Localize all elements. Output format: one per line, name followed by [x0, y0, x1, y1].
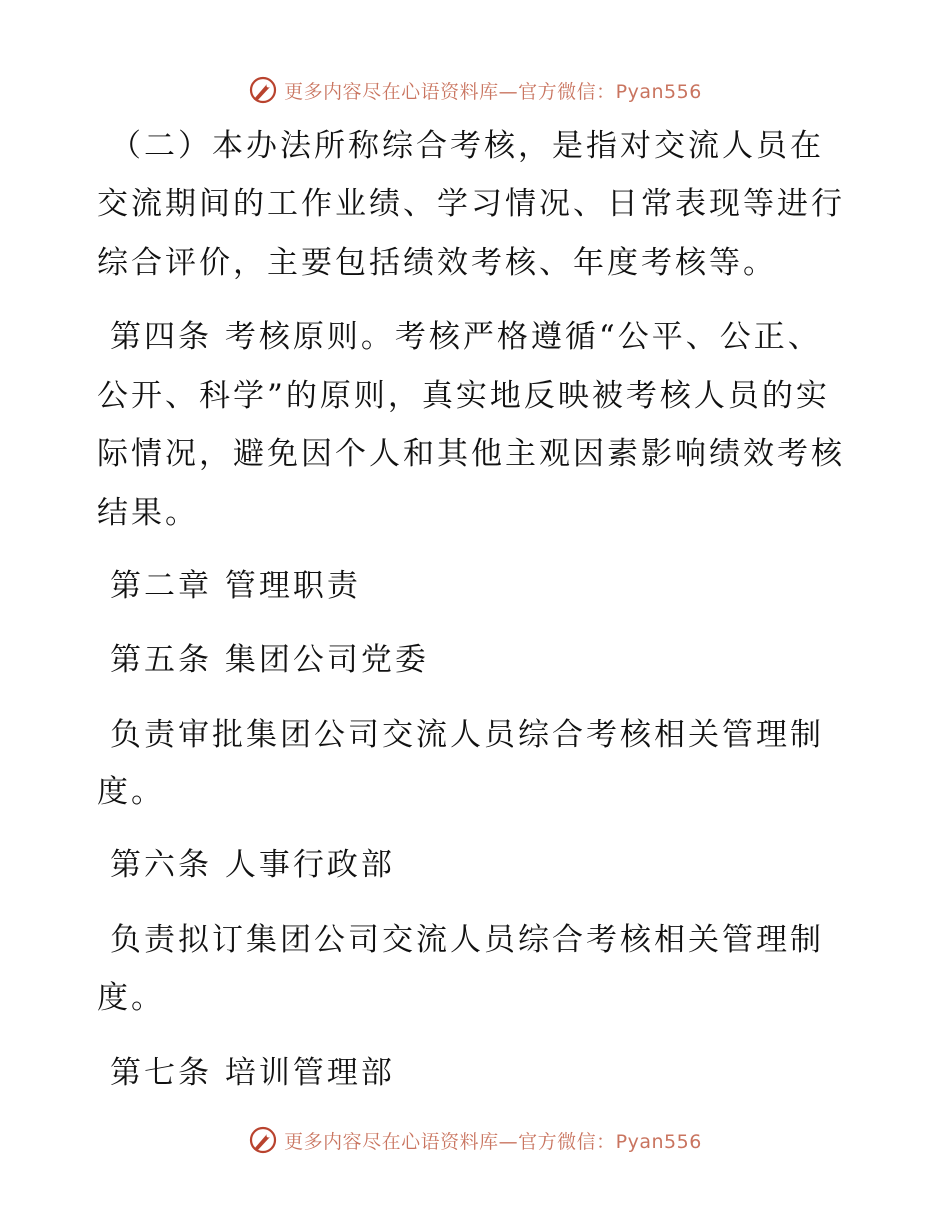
- text-line: 结果。: [97, 495, 199, 531]
- footer-watermark: [0, 1120, 950, 1160]
- text-line: （二）本办法所称综合考核，是指对交流人员在: [110, 128, 824, 164]
- text-line: 负责拟订集团公司交流人员综合考核相关管理制: [110, 922, 824, 958]
- text-line: 公开、科学”的原则，真实地反映被考核人员的实: [97, 378, 830, 414]
- article-heading: 第四条 考核原则。考核严格遵循“公平、公正、: [110, 319, 822, 355]
- watermark-text: 更多内容尽在心语资料库—官方微信：Pyan556: [284, 80, 702, 103]
- pen-logo-icon: [248, 1125, 278, 1155]
- article-heading: 第七条 培训管理部: [110, 1055, 395, 1091]
- watermark-text: 更多内容尽在心语资料库—官方微信：Pyan556: [284, 1130, 702, 1153]
- text-line: 交流期间的工作业绩、学习情况、日常表现等进行: [97, 186, 845, 222]
- text-line: 度。: [97, 774, 165, 810]
- text-line: 际情况，避免因个人和其他主观因素影响绩效考核: [97, 436, 845, 472]
- article-heading: 第六条 人事行政部: [110, 847, 395, 883]
- text-line: 负责审批集团公司交流人员综合考核相关管理制: [110, 717, 824, 753]
- article-heading: 第五条 集团公司党委: [110, 642, 429, 678]
- text-line: 综合评价，主要包括绩效考核、年度考核等。: [97, 245, 777, 281]
- chapter-heading: 第二章 管理职责: [110, 568, 361, 604]
- text-line: 度。: [97, 980, 165, 1016]
